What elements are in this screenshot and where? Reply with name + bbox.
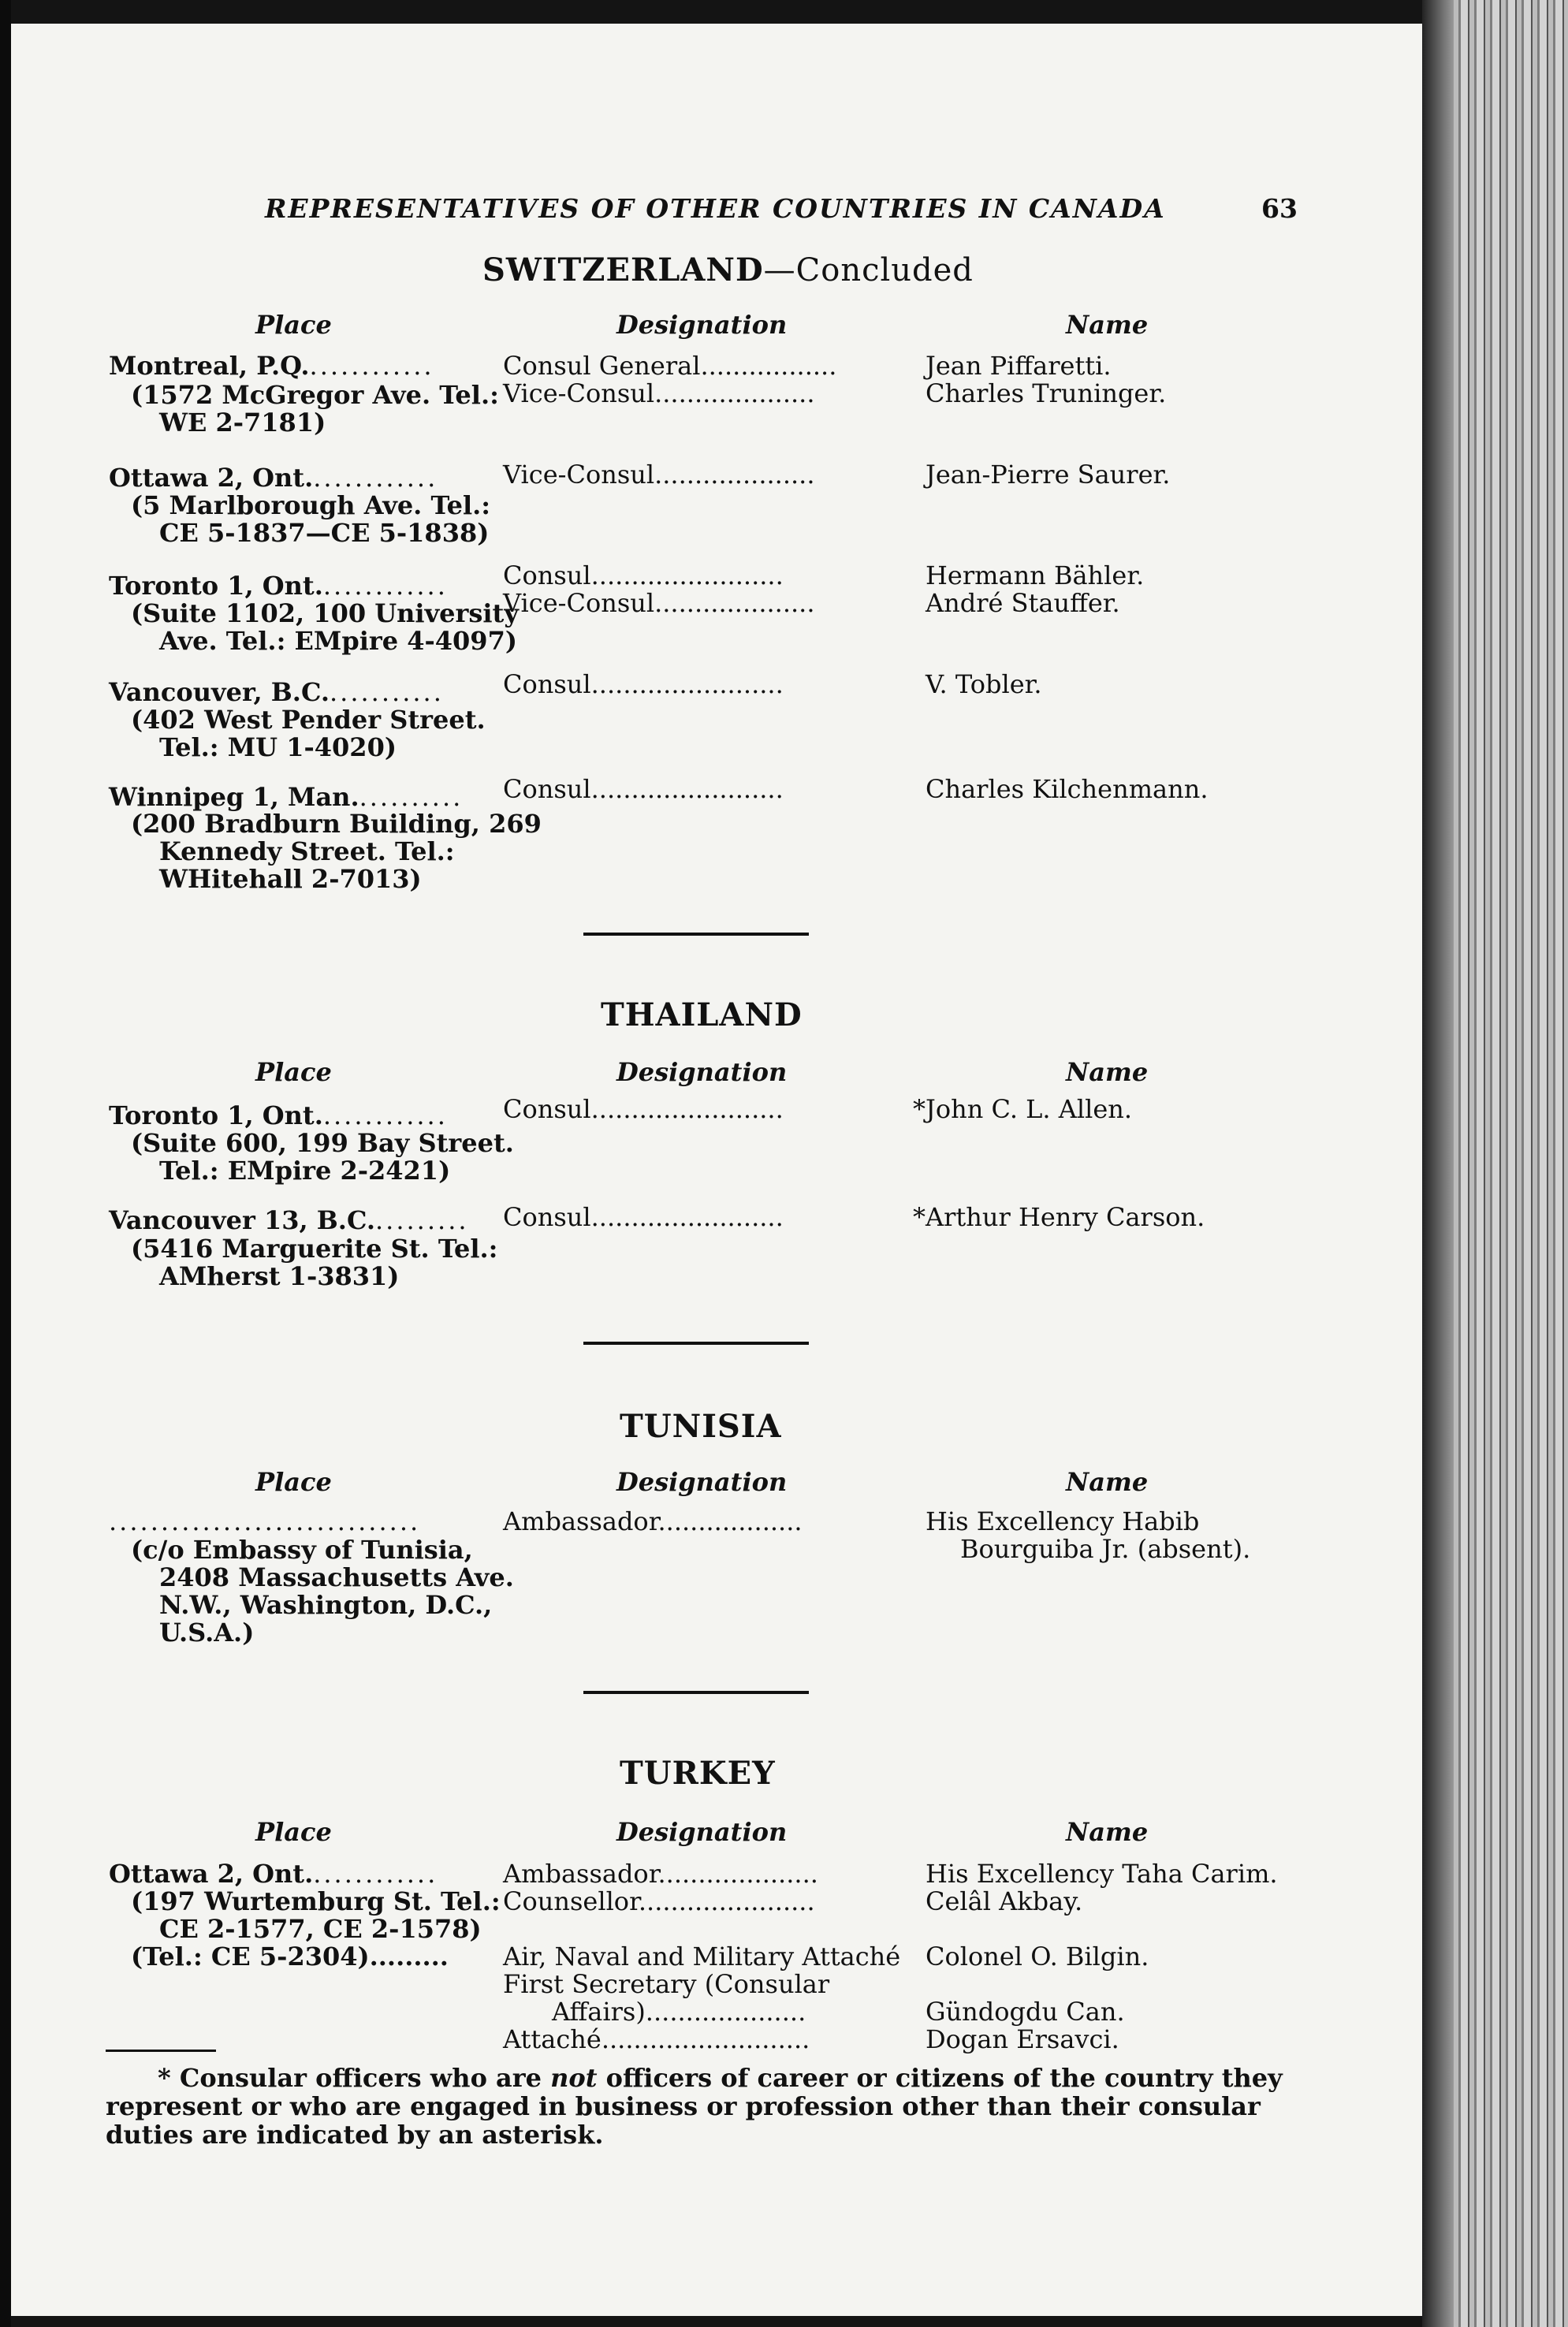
section-title-tunisia: TUNISIA [620, 1408, 782, 1445]
section-title-turkey: TURKEY [620, 1755, 776, 1792]
entry-name: Jean Piffaretti. [926, 351, 1112, 381]
column-header-name: Name [1066, 1057, 1149, 1087]
section-title-switzerland: SWITZERLAND—Concluded [482, 251, 974, 289]
entry-address: (1572 McGregor Ave. Tel.: [131, 380, 499, 410]
entry-name: His Excellency Habib [926, 1506, 1200, 1536]
column-header-place: Place [255, 1817, 332, 1847]
column-header-name: Name [1066, 310, 1149, 340]
section-title-thailand: THAILAND [601, 996, 803, 1033]
entry-name: His Excellency Taha Carim. [926, 1859, 1278, 1889]
entry-address: (402 West Pender Street. [131, 705, 486, 735]
entry-designation: Ambassador.................... [503, 1859, 818, 1889]
entry-name: Bourguiba Jr. (absent). [960, 1534, 1251, 1564]
entry-address: (200 Bradburn Building, 269 [131, 809, 542, 839]
entry-designation: Consul........................ [503, 774, 784, 804]
footnote: * Consular officers who are not officers of career or citizens of the country they represent or who are engaged in business or profession other than their consular duties are indicated by an asterisk. [106, 2063, 1283, 2150]
entry-address: (Suite 600, 199 Bay Street. [131, 1128, 514, 1158]
entry-name: Celâl Akbay. [926, 1886, 1083, 1916]
entry-address: CE 2-1577, CE 2-1578) [159, 1914, 482, 1944]
entry-address: (197 Wurtemburg St. Tel.: [131, 1886, 501, 1916]
entry-name: Jean-Pierre Saurer. [926, 460, 1171, 490]
entry-place: Vancouver 13, B.C.......... [109, 1205, 469, 1235]
entry-address: CE 5-1837—CE 5-1838) [159, 518, 490, 548]
entry-name: V. Tobler. [926, 669, 1042, 699]
entry-designation: Consul........................ [503, 1202, 784, 1232]
running-header: REPRESENTATIVES OF OTHER COUNTRIES IN CANADA [265, 193, 1166, 224]
footnote-rule [106, 2050, 216, 2052]
entry-name: Gündogdu Can. [926, 1997, 1125, 2027]
entry-designation: Air, Naval and Military Attaché [503, 1942, 901, 1971]
entry-place: Winnipeg 1, Man........... [109, 782, 464, 812]
entry-place: Ottawa 2, Ont............. [109, 463, 438, 493]
entry-name: Colonel O. Bilgin. [926, 1942, 1149, 1971]
entry-address: (Suite 1102, 100 University [131, 598, 519, 628]
entry-designation: First Secretary (Consular [503, 1969, 830, 1999]
page-gutter-shadow [1422, 0, 1454, 2327]
entry-address: (Tel.: CE 5-2304)......... [131, 1942, 449, 1971]
entry-address: U.S.A.) [159, 1618, 255, 1648]
entry-name: Charles Kilchenmann. [926, 774, 1209, 804]
scan-left-edge [0, 0, 11, 2327]
entry-address: Tel.: MU 1-4020) [159, 732, 397, 762]
entry-place-leader: .............................. [109, 1506, 421, 1536]
column-header-designation: Designation [616, 1057, 788, 1087]
entry-name: *John C. L. Allen. [913, 1094, 1133, 1124]
column-header-designation: Designation [616, 1817, 788, 1847]
entry-name: Hermann Bähler. [926, 560, 1145, 590]
column-header-place: Place [255, 310, 332, 340]
entry-address: (5 Marlborough Ave. Tel.: [131, 490, 491, 520]
entry-place: Toronto 1, Ont............. [109, 1100, 448, 1130]
entry-designation: Counsellor...................... [503, 1886, 815, 1916]
entry-name: Dogan Ersavci. [926, 2024, 1119, 2054]
entry-address: (c/o Embassy of Tunisia, [131, 1535, 473, 1565]
entry-designation: Attaché.......................... [503, 2024, 810, 2054]
entry-designation: Consul........................ [503, 1094, 784, 1124]
entry-designation: Consul........................ [503, 560, 784, 590]
entry-designation: Ambassador.................. [503, 1506, 803, 1536]
column-header-place: Place [255, 1057, 332, 1087]
entry-designation: Consul General................. [503, 351, 837, 381]
entry-designation: Vice-Consul.................... [503, 588, 815, 618]
entry-address: (5416 Marguerite St. Tel.: [131, 1234, 498, 1264]
column-header-designation: Designation [616, 310, 788, 340]
entry-designation: Vice-Consul.................... [503, 378, 815, 408]
entry-address: N.W., Washington, D.C., [159, 1590, 493, 1620]
column-header-name: Name [1066, 1467, 1149, 1497]
section-divider [583, 933, 809, 936]
column-header-place: Place [255, 1467, 332, 1497]
entry-address: WHitehall 2-7013) [159, 864, 422, 894]
entry-designation: Consul........................ [503, 669, 784, 699]
page-number: 63 [1261, 193, 1298, 224]
entry-address: Kennedy Street. Tel.: [159, 836, 455, 866]
entry-address: 2408 Massachusetts Ave. [159, 1562, 514, 1592]
entry-address: Ave. Tel.: EMpire 4-4097) [159, 626, 517, 656]
column-header-designation: Designation [616, 1467, 788, 1497]
entry-place: Vancouver, B.C............ [109, 677, 444, 707]
entry-place: Montreal, P.Q............. [109, 351, 434, 381]
entry-designation: Affairs).................... [552, 1997, 806, 2027]
entry-designation: Vice-Consul.................... [503, 460, 815, 490]
column-header-name: Name [1066, 1817, 1149, 1847]
entry-name: *Arthur Henry Carson. [913, 1202, 1205, 1232]
entry-address: WE 2-7181) [159, 408, 326, 437]
entry-name: André Stauffer. [926, 588, 1120, 618]
section-divider [583, 1342, 809, 1345]
section-divider [583, 1691, 809, 1694]
entry-place: Toronto 1, Ont............. [109, 571, 448, 601]
entry-name: Charles Truninger. [926, 378, 1167, 408]
entry-place: Ottawa 2, Ont............. [109, 1859, 438, 1889]
entry-address: Tel.: EMpire 2-2421) [159, 1156, 451, 1186]
entry-address: AMherst 1-3831) [159, 1261, 400, 1291]
